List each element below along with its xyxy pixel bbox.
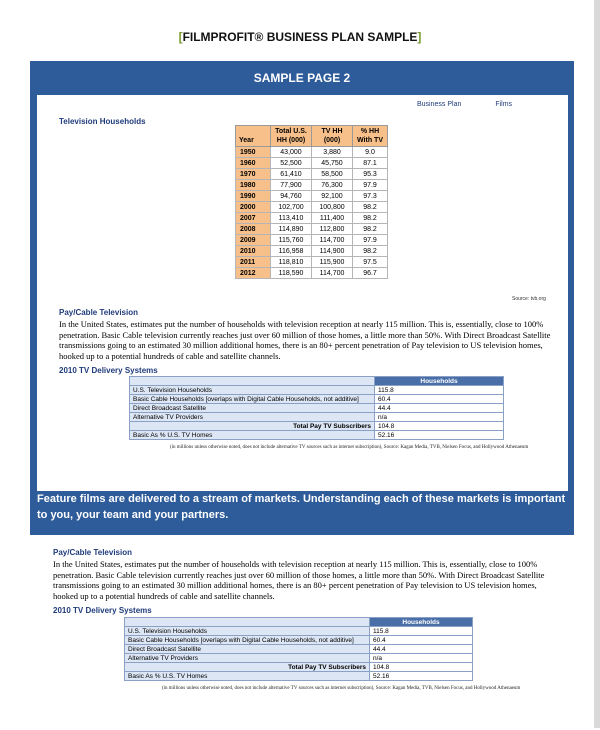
pay-cable-paragraph-2: In the United States, estimates put the number of households with television reception at nearly 115 million. This is, essentially, close to 100% penetration. Basic Cable television currently reaches just over 60 million of those homes, a little more than 50%. With Direct Broadcast Satellite transmissions going to an estimated 30 million additional homes, there is an 80+ percent penetration of Pay television to US television homes, hooked up to a potential hundreds of cable and satellite channels. bbox=[53, 559, 545, 601]
delivery-footnote: (in millions unless otherwise noted, does not include alternative TV sources such as internet subscription), Source: Kagan Media, TVB, Nielsen Focus, and Hollywood Athenaeum bbox=[170, 445, 529, 450]
delivery-label: Direct Broadcast Satellite bbox=[125, 645, 370, 654]
total-hh-cell: 52,500 bbox=[271, 158, 312, 169]
tv-hh-cell: 112,800 bbox=[312, 224, 353, 235]
pct-tv-cell: 97.5 bbox=[353, 257, 388, 268]
sample-page-frame bbox=[30, 61, 574, 535]
table-row bbox=[130, 386, 504, 395]
tv-hh-cell: 115,900 bbox=[312, 257, 353, 268]
basic-pct-value: 52.16 bbox=[370, 672, 473, 681]
pct-tv-cell: 95.3 bbox=[353, 169, 388, 180]
total-hh-cell: 43,000 bbox=[271, 147, 312, 158]
year-cell: 1980 bbox=[236, 180, 271, 191]
delivery-value: n/a bbox=[375, 413, 504, 422]
pct-tv-cell: 98.2 bbox=[353, 224, 388, 235]
tv-hh-cell: 45,750 bbox=[312, 158, 353, 169]
header-blank bbox=[125, 618, 370, 627]
tv-households-heading: Television Households bbox=[59, 117, 146, 126]
title-text: FILMPROFIT® BUSINESS PLAN SAMPLE bbox=[182, 30, 418, 44]
tv-hh-cell: 76,300 bbox=[312, 180, 353, 191]
pct-tv-cell: 97.9 bbox=[353, 180, 388, 191]
table-header-row bbox=[130, 377, 504, 386]
delivery-value: 44.4 bbox=[370, 645, 473, 654]
basic-pct-label: Basic As % U.S. TV Homes bbox=[130, 431, 375, 440]
table-source: Source: tvb.org bbox=[512, 296, 546, 302]
col-tv-hh: TV HH (000) bbox=[312, 126, 353, 147]
total-hh-cell: 77,900 bbox=[271, 180, 312, 191]
delivery-label: Direct Broadcast Satellite bbox=[130, 404, 375, 413]
table-row bbox=[130, 413, 504, 422]
table-row bbox=[236, 257, 388, 268]
delivery-value: n/a bbox=[370, 654, 473, 663]
total-hh-cell: 61,410 bbox=[271, 169, 312, 180]
table-row bbox=[236, 191, 388, 202]
table-row bbox=[236, 202, 388, 213]
pct-tv-cell: 96.7 bbox=[353, 268, 388, 279]
total-row bbox=[130, 422, 504, 431]
table-header-row bbox=[125, 618, 473, 627]
tv-hh-cell: 92,100 bbox=[312, 191, 353, 202]
table-row bbox=[125, 627, 473, 636]
year-cell: 2007 bbox=[236, 213, 271, 224]
tv-hh-cell: 100,800 bbox=[312, 202, 353, 213]
table-row bbox=[236, 246, 388, 257]
delivery-label: Basic Cable Households [overlaps with Digital Cable Households, not additive] bbox=[125, 636, 370, 645]
tv-hh-cell: 3,880 bbox=[312, 147, 353, 158]
delivery-value: 115.8 bbox=[375, 386, 504, 395]
table-row bbox=[125, 654, 473, 663]
delivery-table-2 bbox=[124, 617, 473, 681]
total-hh-cell: 102,700 bbox=[271, 202, 312, 213]
nav-films[interactable]: Films bbox=[495, 101, 513, 108]
document-title bbox=[0, 30, 600, 44]
table-row bbox=[236, 147, 388, 158]
total-value: 104.8 bbox=[370, 663, 473, 672]
basic-pct-label: Basic As % U.S. TV Homes bbox=[125, 672, 370, 681]
table-row bbox=[125, 636, 473, 645]
table-row bbox=[130, 395, 504, 404]
year-cell: 2008 bbox=[236, 224, 271, 235]
pay-cable-heading: Pay/Cable Television bbox=[59, 308, 138, 317]
table-row bbox=[125, 645, 473, 654]
delivery-value: 60.4 bbox=[375, 395, 504, 404]
pct-tv-cell: 87.1 bbox=[353, 158, 388, 169]
header-blank bbox=[130, 377, 375, 386]
delivery-value: 60.4 bbox=[370, 636, 473, 645]
year-cell: 1990 bbox=[236, 191, 271, 202]
table-row bbox=[236, 213, 388, 224]
total-hh-cell: 114,890 bbox=[271, 224, 312, 235]
col-total-hh: Total U.S. HH (000) bbox=[271, 126, 312, 147]
total-hh-cell: 94,760 bbox=[271, 191, 312, 202]
pct-tv-cell: 98.2 bbox=[353, 213, 388, 224]
table-row bbox=[236, 169, 388, 180]
delivery-table bbox=[129, 376, 504, 440]
table-row bbox=[130, 404, 504, 413]
delivery-value: 115.8 bbox=[370, 627, 473, 636]
delivery-label: Alternative TV Providers bbox=[130, 413, 375, 422]
total-label: Total Pay TV Subscribers bbox=[125, 663, 370, 672]
page-nav bbox=[417, 101, 544, 108]
delivery-label: U.S. Television Households bbox=[125, 627, 370, 636]
total-hh-cell: 118,590 bbox=[271, 268, 312, 279]
table-row bbox=[236, 180, 388, 191]
table-row bbox=[236, 235, 388, 246]
year-cell: 2000 bbox=[236, 202, 271, 213]
total-hh-cell: 115,760 bbox=[271, 235, 312, 246]
delivery-heading: 2010 TV Delivery Systems bbox=[59, 366, 158, 375]
basic-pct-value: 52.16 bbox=[375, 431, 504, 440]
year-cell: 2012 bbox=[236, 268, 271, 279]
pay-cable-heading-2: Pay/Cable Television bbox=[53, 548, 132, 557]
pct-tv-cell: 9.0 bbox=[353, 147, 388, 158]
total-label: Total Pay TV Subscribers bbox=[130, 422, 375, 431]
delivery-label: Alternative TV Providers bbox=[125, 654, 370, 663]
households-header: Households bbox=[375, 377, 504, 386]
delivery-label: Basic Cable Households [overlaps with Digital Cable Households, not additive] bbox=[130, 395, 375, 404]
total-hh-cell: 118,810 bbox=[271, 257, 312, 268]
basic-pct-row bbox=[130, 431, 504, 440]
delivery-footnote-2: (in millions unless otherwise noted, does not include alternative TV sources such as internet subscription), Source: Kagan Media, TVB, Nielsen Focus, and Hollywood Athenaeum bbox=[162, 686, 521, 691]
table-row bbox=[236, 224, 388, 235]
col-year: Year bbox=[236, 126, 271, 147]
year-cell: 1960 bbox=[236, 158, 271, 169]
sample-page-title: SAMPLE PAGE 2 bbox=[253, 71, 351, 85]
tv-hh-cell: 58,500 bbox=[312, 169, 353, 180]
sample-page-content bbox=[37, 95, 568, 491]
markets-callout: Feature films are delivered to a stream of markets. Understanding each of these markets is important to you, your team and your partners. bbox=[37, 493, 566, 521]
basic-pct-row bbox=[125, 672, 473, 681]
tv-households-table bbox=[235, 125, 388, 279]
delivery-label: U.S. Television Households bbox=[130, 386, 375, 395]
year-cell: 2011 bbox=[236, 257, 271, 268]
year-cell: 1970 bbox=[236, 169, 271, 180]
pct-tv-cell: 97.9 bbox=[353, 235, 388, 246]
total-hh-cell: 113,410 bbox=[271, 213, 312, 224]
pay-cable-paragraph: In the United States, estimates put the number of households with television reception at nearly 115 million. This is, essentially, close to 100% penetration. Basic Cable television currently reaches just over 60 million of those homes, a little more than 50%. With Direct Broadcast Satellite transmissions going to an estimated 30 million additional homes, there is an 80+ percent penetration of Pay television to US television homes, hooked up to a potential hundreds of cable and satellite channels. bbox=[59, 319, 551, 361]
year-cell: 1950 bbox=[236, 147, 271, 158]
pct-tv-cell: 98.2 bbox=[353, 246, 388, 257]
tv-hh-cell: 114,700 bbox=[312, 268, 353, 279]
nav-business-plan[interactable]: Business Plan bbox=[417, 101, 462, 108]
total-row bbox=[125, 663, 473, 672]
title-bracket-open: [ bbox=[178, 30, 183, 44]
delivery-value: 44.4 bbox=[375, 404, 504, 413]
tv-hh-cell: 114,700 bbox=[312, 235, 353, 246]
year-cell: 2009 bbox=[236, 235, 271, 246]
households-header: Households bbox=[370, 618, 473, 627]
total-value: 104.8 bbox=[375, 422, 504, 431]
title-bracket-close: ] bbox=[417, 30, 422, 44]
tv-hh-cell: 114,900 bbox=[312, 246, 353, 257]
year-cell: 2010 bbox=[236, 246, 271, 257]
total-hh-cell: 116,958 bbox=[271, 246, 312, 257]
table-row bbox=[236, 158, 388, 169]
tv-hh-cell: 111,400 bbox=[312, 213, 353, 224]
pct-tv-cell: 98.2 bbox=[353, 202, 388, 213]
delivery-heading-2: 2010 TV Delivery Systems bbox=[53, 606, 152, 615]
col-pct-tv: % HH With TV bbox=[353, 126, 388, 147]
pct-tv-cell: 97.3 bbox=[353, 191, 388, 202]
table-row bbox=[236, 268, 388, 279]
